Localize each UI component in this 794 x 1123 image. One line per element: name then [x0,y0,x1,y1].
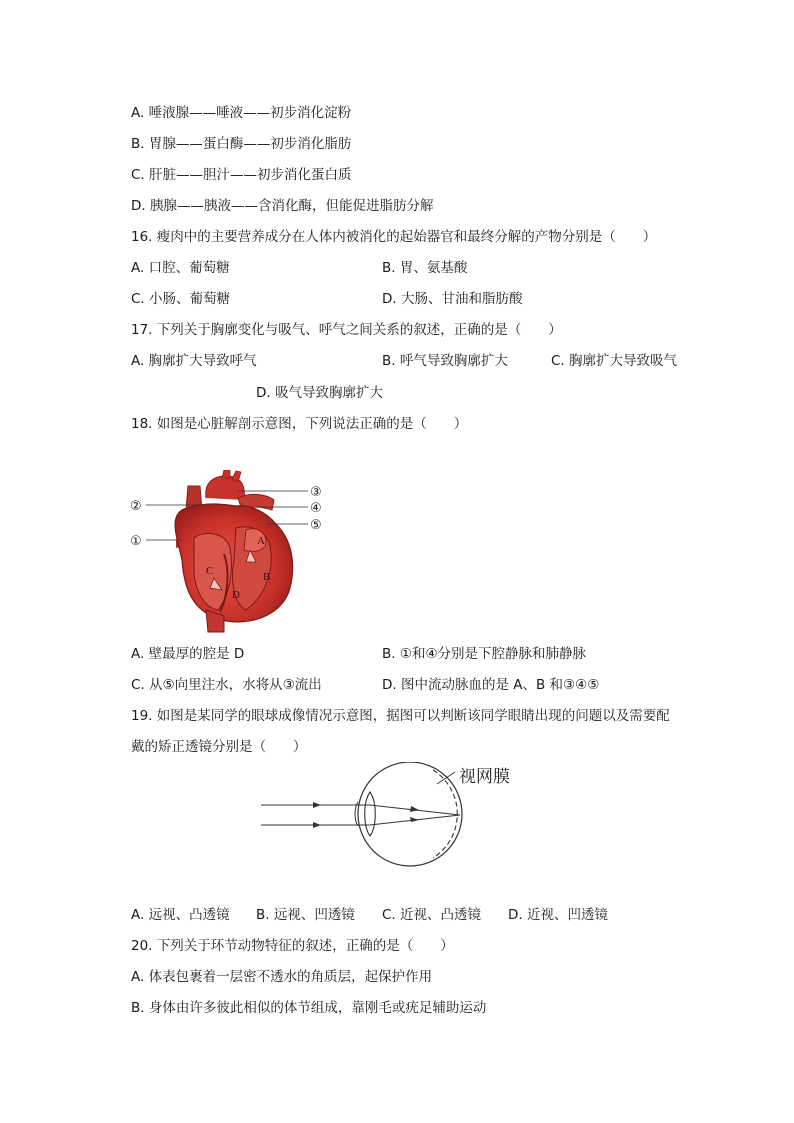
q18-stem: 18. 如图是心脏解剖示意图，下列说法正确的是（ ） [131,416,468,432]
retina-label: 视网膜 [459,767,510,787]
q19-option-b: B. 远视、凹透镜 [256,907,355,923]
heart-label-2: ② [130,499,142,514]
q15-option-a: A. 唾液腺——唾液——初步消化淀粉 [131,105,352,121]
q18-option-d: D. 图中流动脉血的是 A、B 和③④⑤ [382,677,600,693]
heart-label-4: ④ [310,501,322,516]
q17-option-a: A. 胸廓扩大导致呼气 [131,353,257,369]
q19-stem-line2: 戴的矫正透镜分别是（ ） [131,739,307,755]
q17-option-c: C. 胸廓扩大导致吸气 [551,353,678,369]
q18-option-b: B. ①和④分别是下腔静脉和肺静脉 [382,646,587,662]
q15-option-c: C. 肝脏——胆汁——初步消化蛋白质 [131,167,352,183]
q16-option-b: B. 胃、氨基酸 [382,260,468,276]
q16-stem: 16. 瘦肉中的主要营养成分在人体内被消化的起始器官和最终分解的产物分别是（ ） [131,229,657,245]
heart-label-5: ⑤ [310,518,322,533]
q17-option-d: D. 吸气导致胸廓扩大 [256,385,383,401]
eye-diagram [255,762,545,870]
q18-option-a: A. 壁最厚的腔是 D [131,646,245,662]
q17-stem: 17. 下列关于胸廓变化与吸气、呼气之间关系的叙述，正确的是（ ） [131,322,562,338]
heart-diagram [126,470,331,635]
heart-chamber-C: C [206,565,214,577]
q20-option-a: A. 体表包裹着一层密不透水的角质层，起保护作用 [131,969,433,985]
q15-option-b: B. 胃腺——蛋白酶——初步消化脂肪 [131,136,352,152]
q15-option-d: D. 胰腺——胰液——含消化酶，但能促进脂肪分解 [131,198,434,214]
heart-label-1: ① [130,534,142,549]
q19-stem-line1: 19. 如图是某同学的眼球成像情况示意图，据图可以判断该同学眼睛出现的问题以及需要配 [131,708,670,724]
heart-label-3: ③ [310,485,322,500]
q19-option-a: A. 远视、凸透镜 [131,907,230,923]
q18-option-c: C. 从⑤向里注水，水将从③流出 [131,677,322,693]
q19-option-c: C. 近视、凸透镜 [382,907,482,923]
heart-chamber-A: A [257,535,265,547]
q19-option-d: D. 近视、凹透镜 [508,907,608,923]
heart-chamber-D: D [232,589,240,601]
q16-option-a: A. 口腔、葡萄糖 [131,260,230,276]
q16-option-d: D. 大肠、甘油和脂肪酸 [382,291,523,307]
q20-stem: 20. 下列关于环节动物特征的叙述，正确的是（ ） [131,938,454,954]
heart-chamber-B: B [263,571,271,583]
q17-option-b: B. 呼气导致胸廓扩大 [382,353,508,369]
q16-option-c: C. 小肠、葡萄糖 [131,291,231,307]
q20-option-b: B. 身体由许多彼此相似的体节组成，靠刚毛或疣足辅助运动 [131,1000,487,1016]
